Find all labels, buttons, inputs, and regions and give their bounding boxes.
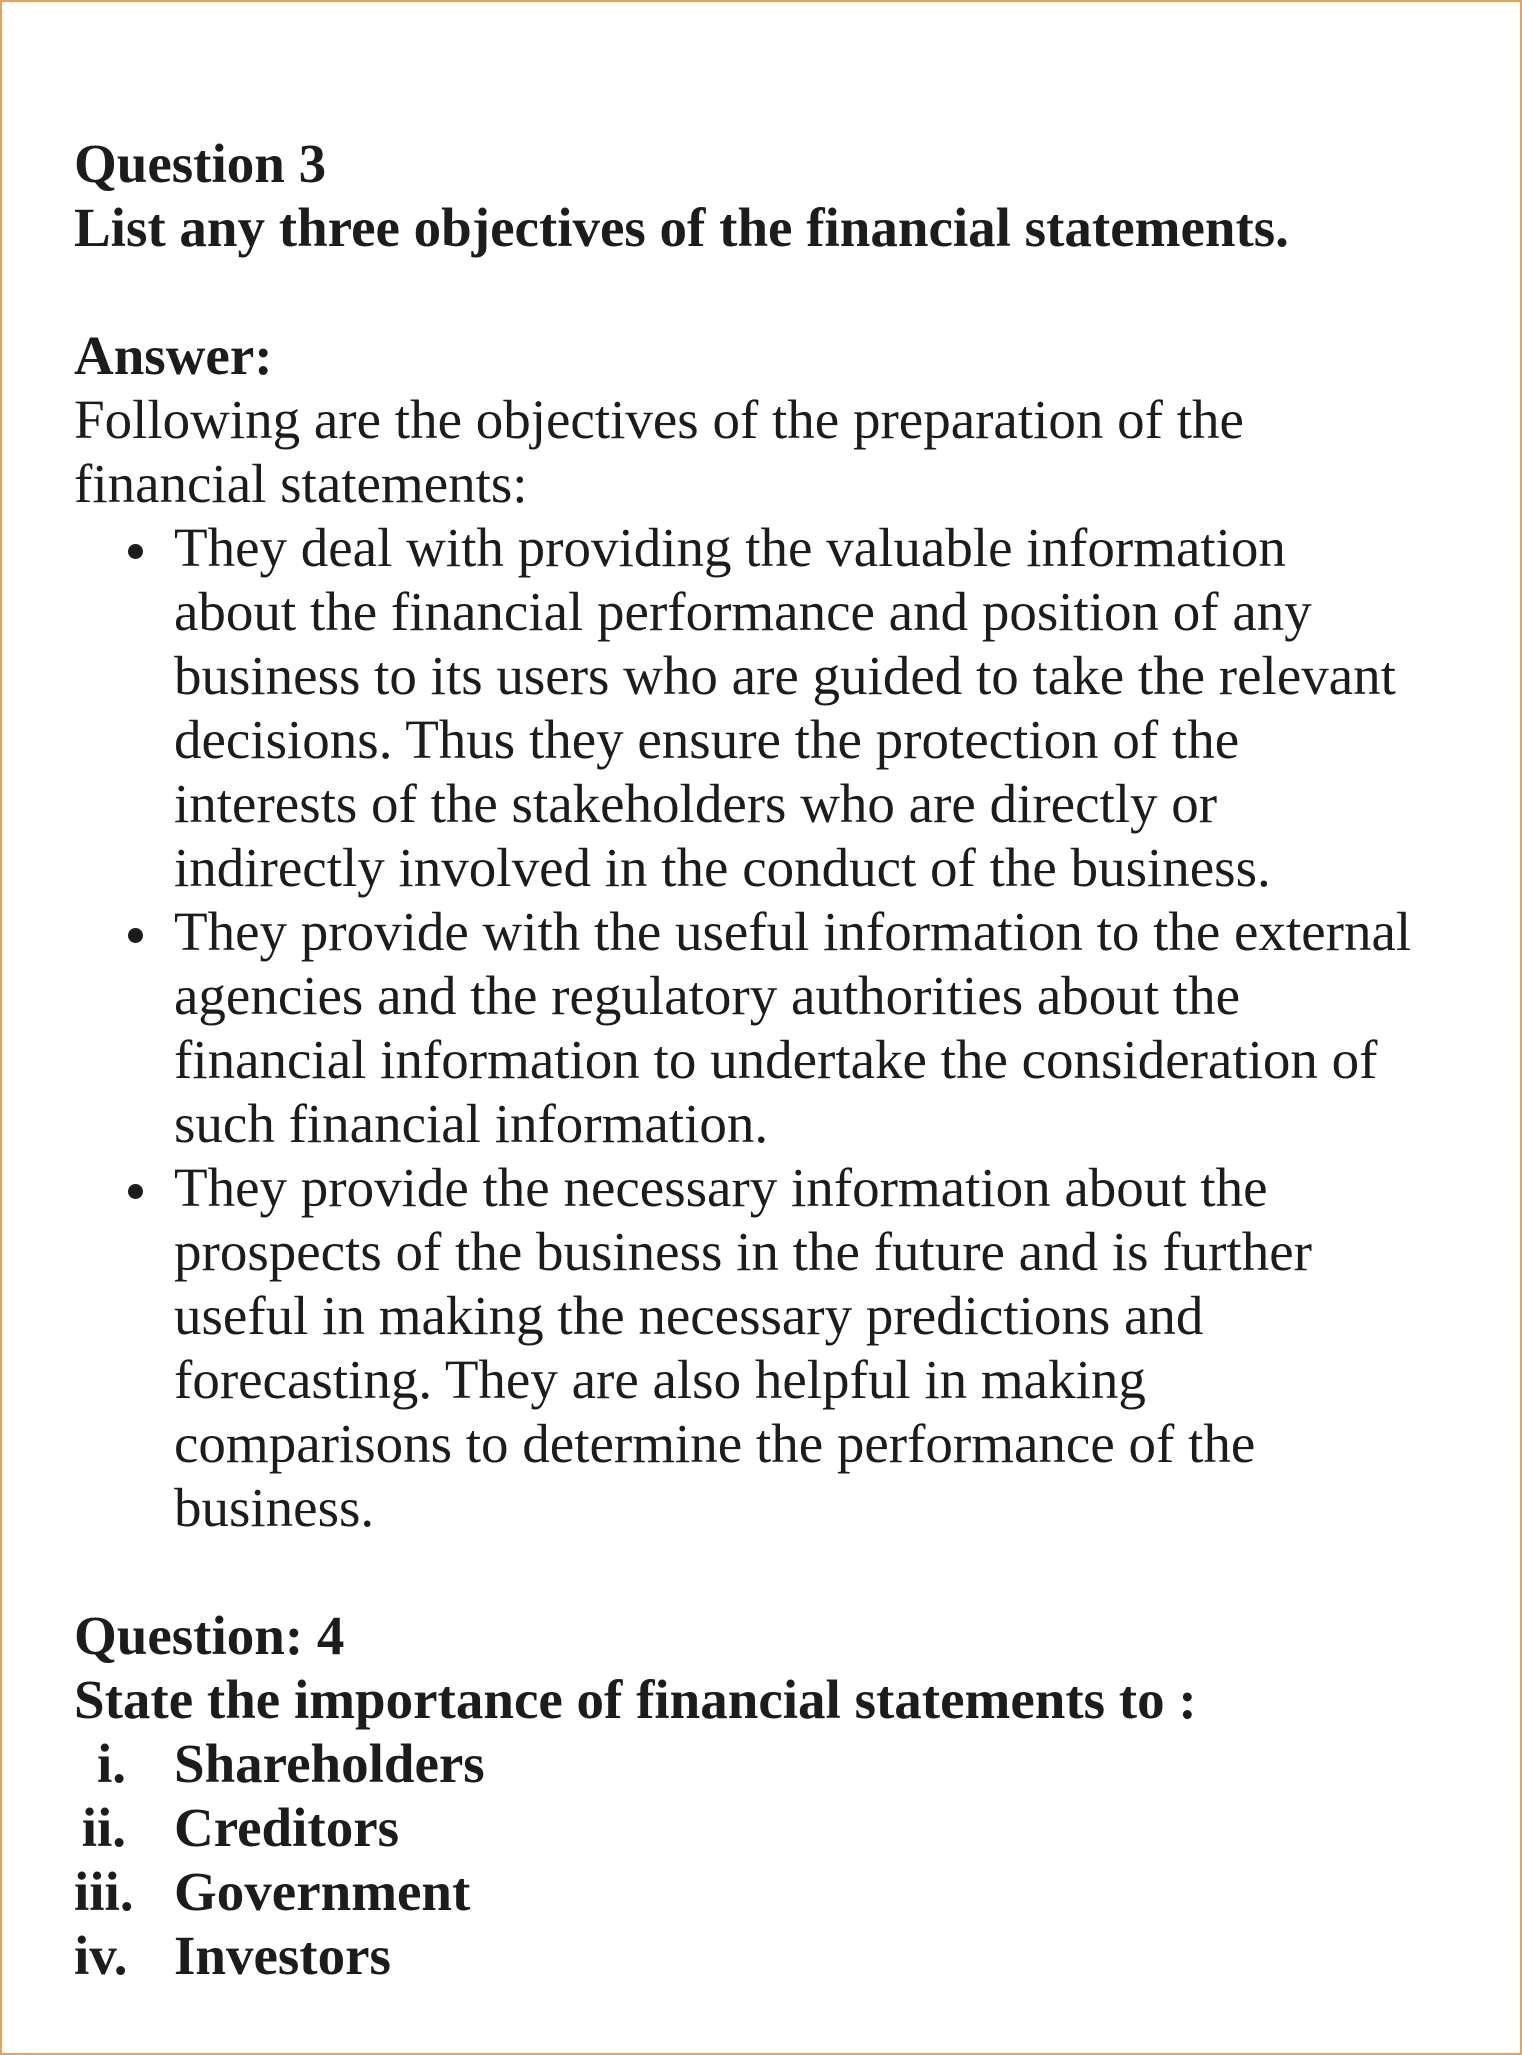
question-3-number: Question 3 <box>74 133 327 194</box>
bullet-icon <box>128 1184 143 1199</box>
question-3-prompt: List any three objectives of the financial statements. <box>74 197 1289 258</box>
objectives-list <box>74 516 1474 1540</box>
objective-line: agencies and the regulatory authorities about the <box>174 965 1241 1026</box>
objective-line: They provide the necessary information about the <box>174 1157 1268 1218</box>
stakeholder-label: Shareholders <box>174 1733 485 1794</box>
stakeholder-item <box>74 1924 1474 1988</box>
stakeholder-list <box>74 1732 1474 1988</box>
roman-numeral: iv. <box>74 1925 128 1986</box>
objective-line: decisions. Thus they ensure the protection of the <box>174 709 1240 770</box>
question-4-number: Question: 4 <box>74 1605 345 1666</box>
bullet-icon <box>128 544 143 559</box>
stakeholder-label: Government <box>174 1861 471 1922</box>
objective-line: They provide with the useful information to the external <box>174 901 1412 962</box>
roman-numeral: iii. <box>74 1861 134 1922</box>
objective-item <box>74 1156 1474 1540</box>
answer-intro-line: Following are the objectives of the preparation of the <box>74 389 1244 450</box>
answer-intro <box>74 388 1474 516</box>
objective-item <box>74 900 1474 1156</box>
objective-line: comparisons to determine the performance of the <box>174 1413 1256 1474</box>
objective-line: financial information to undertake the consideration of <box>174 1029 1378 1090</box>
objective-line: useful in making the necessary predictions and <box>174 1285 1204 1346</box>
objective-line: prospects of the business in the future and is further <box>174 1221 1312 1282</box>
roman-numeral: i. <box>96 1733 126 1794</box>
objective-line: business. <box>174 1477 375 1538</box>
answer-intro-line: financial statements: <box>74 453 528 514</box>
question-4-prompt: State the importance of financial statements to : <box>74 1669 1197 1730</box>
objective-line: interests of the stakeholders who are directly or <box>174 773 1218 834</box>
objective-line: about the financial performance and position of any <box>174 581 1312 642</box>
stakeholder-item <box>74 1732 1474 1796</box>
roman-numeral: ii. <box>81 1797 126 1858</box>
objective-line: They deal with providing the valuable information <box>174 517 1286 578</box>
document-content <box>74 132 1474 1988</box>
stakeholder-item <box>74 1796 1474 1860</box>
spacer <box>74 1540 1474 1604</box>
stakeholder-label: Investors <box>174 1925 391 1986</box>
spacer <box>74 260 1474 324</box>
answer-label: Answer: <box>74 325 273 386</box>
stakeholder-label: Creditors <box>174 1797 400 1858</box>
objective-line: forecasting. They are also helpful in making <box>174 1349 1146 1410</box>
objective-line: indirectly involved in the conduct of the business. <box>174 837 1271 898</box>
bullet-icon <box>128 928 143 943</box>
objective-item <box>74 516 1474 900</box>
stakeholder-item <box>74 1860 1474 1924</box>
objective-line: business to its users who are guided to take the relevant <box>174 645 1396 706</box>
objective-line: such financial information. <box>174 1093 769 1154</box>
